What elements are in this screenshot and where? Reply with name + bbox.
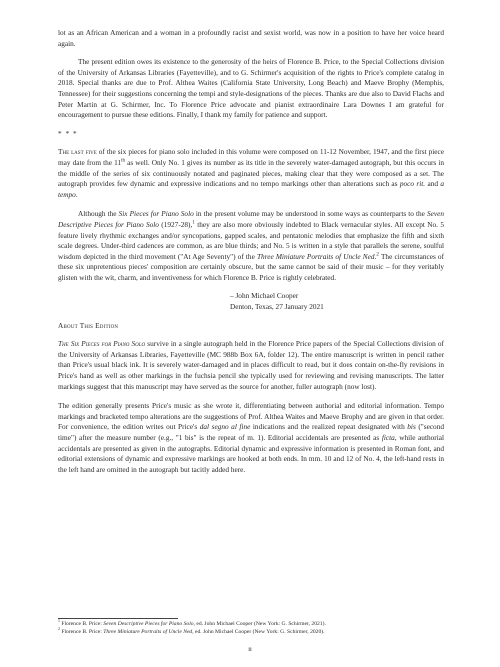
text-run: Florence B. Price:: [59, 628, 104, 635]
text-run: The circumstances of these six unpretentious pieces' composition are certainly obscure, but the same cannot be said of their music – for they veritably glisten with the wit, charm, and inventiveness for which Florence B. Price is rightly celebrated.: [58, 251, 445, 282]
superscript: th: [121, 157, 126, 164]
text-run: , ed. John Michael Cooper (New York: G. Schirmer, 2021).: [193, 621, 326, 627]
italic-title: Seven Descriptive Pieces for Piano Solo: [103, 621, 194, 627]
italic-title: Three Miniature Portraits of Uncle Ned: [256, 251, 375, 261]
text-run: indications and the realized repeat designated with: [250, 422, 408, 432]
footnote-number: 1: [58, 619, 60, 624]
text-run: The edition generally presents Price's music as she wrote it, differentiating between authorial and editorial information. Tempo markings and bracketed tempo alterations are the suggestions of Prof. Althea Waites and Maeve Brophy and are given in that order. For convenience, the edition writes out Price's: [58, 401, 444, 432]
signature-name: – John Michael Cooper: [230, 291, 299, 301]
italic-term: bis: [407, 422, 416, 432]
paragraph-composition: [58, 147, 444, 200]
text-run: (1927-28),: [158, 219, 193, 229]
italic-title: Six Pieces for Piano Solo: [118, 209, 194, 219]
italic-term: dal segno al fine: [199, 422, 251, 432]
italic-term: ficta: [381, 433, 395, 442]
paragraph-continuation: lot as an African American and a woman in a profoundly racist and sexist world, was now in a position to have her voice heard again.: [58, 28, 444, 48]
text-run: survive in a single autograph held in the Florence Price papers of the Special Collections division of the University of Arkansas Libraries, Fayetteville (MC 988b Box 6A, folder 12). The entire manuscript is written in pencil rather than Price's usual black ink. It is severely water-damaged and in places difficult to read, but it does contain on-the-fly revisions in Price's hand as well as other markings in the fuchsia pencil she typically used for reviewing and revising manuscripts. The latter markings suggest that this manuscript may have served as the source for another, fuller autograph (now lost).: [58, 339, 444, 391]
text-run: .: [75, 189, 78, 199]
italic-title: Seven Descriptive Pieces for Piano Solo: [58, 209, 444, 229]
italic-term: a tempo: [58, 179, 444, 199]
text-run: .: [374, 251, 377, 261]
document-body: [58, 28, 444, 475]
footnote-1: [58, 621, 444, 629]
text-run: Although the: [78, 209, 119, 219]
paragraph-source: [58, 339, 444, 392]
paragraph-style: [58, 209, 444, 283]
footnote-ref-2: 2: [376, 251, 379, 258]
text-run: , while authorial accidentals are presented as given in the autographs. Editorial dynamic and expressive information is presented in Roman font, and editorial extensions of dynamic and expressive markings are hooked at both ends. In mm. 10 and 12 of No. 4, the left-hand rests in the left hand are omitted in the autograph but tacitly added here.: [58, 433, 444, 474]
text-run: and: [425, 179, 441, 189]
italic-term: poco rit.: [399, 179, 426, 189]
footnote-2: [58, 626, 444, 637]
text-run: ("second time") after the measure number (e.g., "1 bis" is the repeat of m. 1). Editorial accidentals are presented as: [58, 422, 444, 442]
text-run: Florence B. Price:: [59, 621, 104, 627]
text-run: , ed. John Michael Cooper (New York: G. Schirmer, 2020).: [192, 628, 325, 635]
signature-block: [230, 291, 444, 312]
text-run: they are also more obviously indebted to Black vernacular styles. All except No. 5 feature lively rhythmic exchanges and/or syncopations, gapped scales, and pentatonic melodies that emphasize the fifth and sixth scale degrees. Under-third cadences are common, as are blue thirds; and No. 5 is written in a style that parallels the serene, soulful wisdom depicted in the third movement ("At Age Seventy") of the: [58, 219, 444, 261]
small-caps-lead: The last five: [58, 147, 97, 157]
section-separator: * * *: [58, 128, 78, 138]
signature-place-date: Denton, Texas, 27 January 2021: [230, 302, 324, 312]
paragraph-acknowledgments: The present edition owes its existence to the generosity of the heirs of Florence B. Price, to the Special Collections division of the University of Arkansas Libraries (Fayetteville), and to G. Schirmer's acquisition of the rights to Price's complete catalog in 2018. Special thanks are due to Prof. Althea Waites (California State University, Long Beach) and Maeve Brophy (Memphis, Tennessee) for their suggestions concerning the tempi and style-designations of the pieces. Thanks are due also to David Flachs and Peter Martin at G. Schirmer, Inc. To Florence Price advocate and pianist extraordinaire Lara Downes I am grateful for encouragement to pursue these editions. Finally, I thank my family for patience and support.: [58, 57, 444, 120]
footnote-ref-1: 1: [192, 219, 195, 226]
text-run: in the present volume may be understood in some ways as counterparts to the: [193, 209, 427, 219]
paragraph-editorial: [58, 401, 444, 475]
footnote-rule: [58, 618, 178, 619]
text-run: of the six pieces for piano solo included in this volume were composed on 11-12 November, 1947, and the first piece may date from the 11: [58, 147, 444, 167]
footnote-number: 2: [58, 626, 60, 631]
page-number: ii: [248, 646, 252, 653]
italic-title: Three Miniature Portraits of Uncle Ned: [103, 628, 193, 635]
small-caps-lead: The Six Pieces for Piano Solo: [58, 339, 146, 349]
footnotes: [58, 621, 444, 636]
section-heading: About This Edition: [58, 320, 119, 330]
text-run: as well. Only No. 1 gives its number as its title in the severely water-damaged autograph, but this occurs in the middle of the series of six continuously notated and paginated pieces, making clear that they were composed as a set. The autograph provides few dynamic and expressive indications and no tempo markings other than alterations such as: [58, 157, 444, 189]
